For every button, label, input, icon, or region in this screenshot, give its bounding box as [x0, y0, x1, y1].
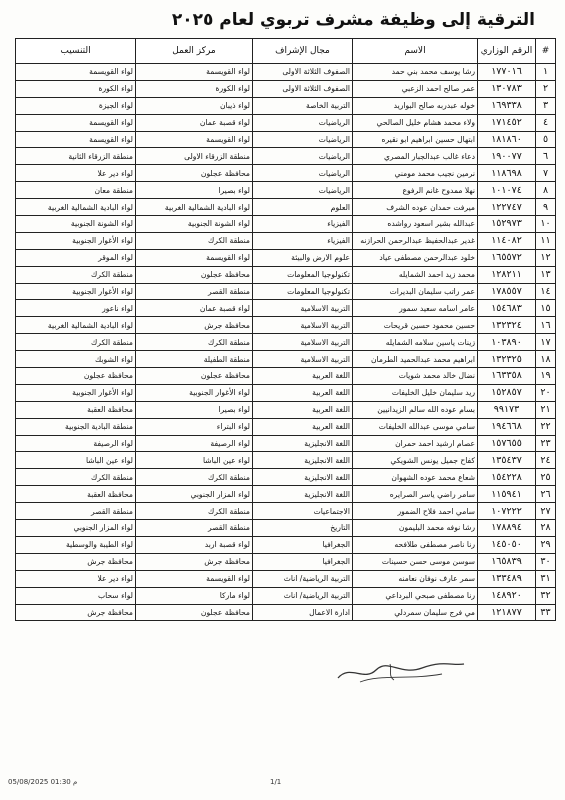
table-row [16, 266, 556, 283]
cell-supervision-field: اللغة الانجليزية [253, 435, 353, 452]
col-header-assignment: التنسيب [16, 39, 136, 64]
cell-supervision-field: اللغة العربية [253, 418, 353, 435]
cell-index: ٢١ [536, 401, 556, 418]
cell-supervision-field: التربية الرياضية/ اناث [253, 587, 353, 604]
cell-index: ٢٧ [536, 503, 556, 520]
cell-work-center: لواء بصيرا [136, 401, 253, 418]
cell-name: عصام ارشيد احمد حمران [353, 435, 478, 452]
cell-ministry-number: ٩٩١٧٣ [478, 401, 536, 418]
table-row [16, 80, 556, 97]
cell-supervision-field: الصفوف الثلاثة الاولى [253, 64, 353, 81]
table-row [16, 520, 556, 537]
cell-ministry-number: ١٣٥٤٣٧ [478, 452, 536, 469]
cell-work-center: لواء الشونة الجنوبية [136, 216, 253, 233]
cell-supervision-field: اللغة العربية [253, 384, 353, 401]
cell-ministry-number: ١١٤٠٨٢ [478, 232, 536, 249]
cell-supervision-field: ادارة الاعمال [253, 604, 353, 621]
cell-supervision-field: التاريخ [253, 520, 353, 537]
table-row [16, 131, 556, 148]
cell-index: ٢٩ [536, 536, 556, 553]
cell-work-center: منطقة الكرك [136, 232, 253, 249]
cell-ministry-number: ١٥٢٩٧٣ [478, 216, 536, 233]
cell-index: ٣٣ [536, 604, 556, 621]
cell-work-center: محافظة جرش [136, 553, 253, 570]
cell-supervision-field: اللغة العربية [253, 401, 353, 418]
table-row [16, 368, 556, 385]
cell-name: زينات ياسين سلامه الشمايله [353, 334, 478, 351]
table-row [16, 232, 556, 249]
cell-ministry-number: ١٤٥٠٥٠ [478, 536, 536, 553]
cell-assignment: لواء الأغوار الجنوبية [16, 384, 136, 401]
print-datetime: 05/08/2025 م 01:30 [8, 778, 78, 786]
col-header-work-center: مركز العمل [136, 39, 253, 64]
cell-ministry-number: ١٥٤٦٨٣ [478, 300, 536, 317]
table-row [16, 604, 556, 621]
cell-assignment: لواء الشوبك [16, 351, 136, 368]
cell-supervision-field: تكنولوجيا المعلومات [253, 283, 353, 300]
cell-supervision-field: الاجتماعيات [253, 503, 353, 520]
cell-supervision-field: تكنولوجيا المعلومات [253, 266, 353, 283]
cell-name: سوسن موسى حسن حسينات [353, 553, 478, 570]
cell-assignment: لواء الطيبة والوسطية [16, 536, 136, 553]
table-row [16, 182, 556, 199]
col-header-supervision-field: مجال الإشراف [253, 39, 353, 64]
cell-index: ٢ [536, 80, 556, 97]
table-row [16, 384, 556, 401]
cell-supervision-field: الجغرافيا [253, 553, 353, 570]
cell-name: رشا يوسف محمد بني حمد [353, 64, 478, 81]
cell-index: ٣٢ [536, 587, 556, 604]
cell-assignment: لواء سحاب [16, 587, 136, 604]
cell-work-center: لواء الكورة [136, 80, 253, 97]
cell-assignment: لواء القويسمة [16, 131, 136, 148]
cell-index: ٢٦ [536, 486, 556, 503]
cell-index: ١٦ [536, 317, 556, 334]
cell-work-center: منطقة الزرقاء الاولى [136, 148, 253, 165]
cell-supervision-field: الرياضيات [253, 182, 353, 199]
cell-assignment: منطقة معان [16, 182, 136, 199]
cell-assignment: محافظة العقبة [16, 401, 136, 418]
cell-index: ١ [536, 64, 556, 81]
cell-ministry-number: ١٠١٠٧٤ [478, 182, 536, 199]
cell-ministry-number: ١٩٠٠٧٧ [478, 148, 536, 165]
cell-name: خوله عبدربه صالح البواريد [353, 97, 478, 114]
cell-ministry-number: ١٧١٤٥٢ [478, 114, 536, 131]
cell-assignment: محافظة جرش [16, 553, 136, 570]
cell-work-center: منطقة الطفيلة [136, 351, 253, 368]
cell-name: حسين محمود حسين قريحات [353, 317, 478, 334]
cell-assignment: محافظة العقبة [16, 486, 136, 503]
cell-supervision-field: العلوم [253, 199, 353, 216]
cell-name: رشا نوفه محمد البليمون [353, 520, 478, 537]
cell-work-center: لواء البتراء [136, 418, 253, 435]
cell-name: نهلا ممدوح غانم الرفوع [353, 182, 478, 199]
table-row [16, 536, 556, 553]
cell-index: ٣ [536, 97, 556, 114]
cell-index: ٢٠ [536, 384, 556, 401]
cell-assignment: لواء المزار الجنوبي [16, 520, 136, 537]
cell-supervision-field: اللغة العربية [253, 368, 353, 385]
table-row [16, 114, 556, 131]
cell-assignment: منطقة الكرك [16, 469, 136, 486]
cell-work-center: منطقة الكرك [136, 503, 253, 520]
cell-index: ٢٢ [536, 418, 556, 435]
cell-ministry-number: ١٢٢٧٤٧ [478, 199, 536, 216]
cell-work-center: لواء قصبة اربد [136, 536, 253, 553]
cell-ministry-number: ١٦٣٣٥٨ [478, 368, 536, 385]
cell-index: ١٧ [536, 334, 556, 351]
cell-name: عمر صالح احمد الزعبي [353, 80, 478, 97]
cell-name: ابتهال حسين ابراهيم ابو نقيره [353, 131, 478, 148]
cell-name: عامر اسامه سعيد سمور [353, 300, 478, 317]
cell-supervision-field: الرياضيات [253, 131, 353, 148]
cell-assignment: محافظة جرش [16, 604, 136, 621]
cell-supervision-field: الفيزياء [253, 216, 353, 233]
cell-supervision-field: التربية الرياضية/ اناث [253, 570, 353, 587]
cell-name: مي فرج سليمان سمردلي [353, 604, 478, 621]
cell-assignment: لواء دير علا [16, 165, 136, 182]
table-row [16, 317, 556, 334]
table-row [16, 401, 556, 418]
cell-assignment: لواء الجيزة [16, 97, 136, 114]
cell-index: ١٤ [536, 283, 556, 300]
cell-assignment: لواء الأغوار الجنوبية [16, 232, 136, 249]
cell-supervision-field: الصفوف الثلاثة الاولى [253, 80, 353, 97]
table-row [16, 300, 556, 317]
table-row [16, 486, 556, 503]
table-row [16, 199, 556, 216]
cell-ministry-number: ١٦٥٥٧٢ [478, 249, 536, 266]
table-row [16, 334, 556, 351]
page-number: 1/1 [270, 778, 282, 786]
cell-ministry-number: ١١٨٦٩٨ [478, 165, 536, 182]
table-row [16, 165, 556, 182]
cell-ministry-number: ١٦٥٨٣٩ [478, 553, 536, 570]
cell-name: عبدالله بشير اسعود رواشده [353, 216, 478, 233]
cell-name: غدير عبدالحفيظ عبدالرحمن الحرازنه [353, 232, 478, 249]
table-row [16, 452, 556, 469]
table-row [16, 418, 556, 435]
cell-assignment: منطقة الزرقاء الثانية [16, 148, 136, 165]
table-row [16, 148, 556, 165]
cell-index: ١٩ [536, 368, 556, 385]
cell-work-center: منطقة القصر [136, 283, 253, 300]
cell-ministry-number: ١٨١٨٦٠ [478, 131, 536, 148]
cell-work-center: لواء ماركا [136, 587, 253, 604]
cell-supervision-field: اللغة الانجليزية [253, 486, 353, 503]
cell-name: نرمين نجيب محمد مومني [353, 165, 478, 182]
cell-assignment: لواء الكورة [16, 80, 136, 97]
cell-ministry-number: ١٥٢٨٥٧ [478, 384, 536, 401]
cell-assignment: لواء الأغوار الجنوبية [16, 283, 136, 300]
cell-name: دعاء غالب عبدالجبار المصري [353, 148, 478, 165]
cell-assignment: لواء البادية الشمالية الغربية [16, 317, 136, 334]
table-row [16, 553, 556, 570]
col-header-index: # [536, 39, 556, 64]
cell-work-center: منطقة الكرك [136, 334, 253, 351]
cell-assignment: منطقة الكرك [16, 334, 136, 351]
cell-supervision-field: اللغة الانجليزية [253, 452, 353, 469]
cell-work-center: محافظة عجلون [136, 368, 253, 385]
cell-index: ٣٠ [536, 553, 556, 570]
cell-assignment: لواء القويسمة [16, 64, 136, 81]
cell-work-center: لواء القويسمة [136, 570, 253, 587]
cell-name: بسام عوده الله سالم الزيدانيين [353, 401, 478, 418]
table-row [16, 469, 556, 486]
cell-work-center: لواء القويسمة [136, 131, 253, 148]
cell-assignment: لواء البادية الشمالية الغربية [16, 199, 136, 216]
cell-index: ١٨ [536, 351, 556, 368]
cell-name: محمد زيد احمد الشمايله [353, 266, 478, 283]
cell-index: ٧ [536, 165, 556, 182]
cell-name: سمر عارف نوفان نعامنه [353, 570, 478, 587]
cell-work-center: محافظة عجلون [136, 604, 253, 621]
cell-name: نضال خالد محمد شويات [353, 368, 478, 385]
cell-supervision-field: الرياضيات [253, 114, 353, 131]
cell-assignment: لواء الرصيفة [16, 435, 136, 452]
cell-name: سامر راضي ياسر الصرايره [353, 486, 478, 503]
cell-name: ابراهيم محمد عبدالحميد الطرمان [353, 351, 478, 368]
cell-supervision-field: التربية الاسلامية [253, 351, 353, 368]
cell-ministry-number: ١٠٧٢٢٢ [478, 503, 536, 520]
cell-index: ١٥ [536, 300, 556, 317]
cell-index: ٢٥ [536, 469, 556, 486]
cell-index: ٢٨ [536, 520, 556, 537]
cell-work-center: لواء القويسمة [136, 64, 253, 81]
cell-assignment: لواء الشونة الجنوبية [16, 216, 136, 233]
cell-supervision-field: الجغرافيا [253, 536, 353, 553]
cell-index: ٩ [536, 199, 556, 216]
cell-ministry-number: ١٢١٨٧٧ [478, 604, 536, 621]
cell-ministry-number: ١٠٣٨٩٠ [478, 334, 536, 351]
cell-work-center: لواء الأغوار الجنوبية [136, 384, 253, 401]
cell-index: ٣١ [536, 570, 556, 587]
cell-index: ١٢ [536, 249, 556, 266]
table-row [16, 351, 556, 368]
cell-supervision-field: الفيزياء [253, 232, 353, 249]
cell-assignment: منطقة القصر [16, 503, 136, 520]
cell-work-center: منطقة القصر [136, 520, 253, 537]
cell-name: شعاع محمد عوده الشهوان [353, 469, 478, 486]
cell-work-center: محافظة عجلون [136, 266, 253, 283]
cell-ministry-number: ١٧٨٨٩٤ [478, 520, 536, 537]
cell-index: ١٣ [536, 266, 556, 283]
cell-supervision-field: اللغة الانجليزية [253, 469, 353, 486]
cell-name: ميرفت حمدان عوده الشرف [353, 199, 478, 216]
cell-assignment: لواء الموقر [16, 249, 136, 266]
cell-supervision-field: التربية الاسلامية [253, 317, 353, 334]
cell-ministry-number: ١٥٧٦٥٥ [478, 435, 536, 452]
cell-name: عمر راتب سليمان البديرات [353, 283, 478, 300]
document-title: الترقية إلى وظيفة مشرف تربوي لعام ٢٠٢٥ [171, 10, 535, 30]
cell-index: ١٠ [536, 216, 556, 233]
cell-work-center: لواء ذيبان [136, 97, 253, 114]
cell-index: ٨ [536, 182, 556, 199]
cell-ministry-number: ١٣٢٣٢٥ [478, 351, 536, 368]
cell-name: كفاح جميل يونس الشويكي [353, 452, 478, 469]
cell-supervision-field: علوم الارض والبيئة [253, 249, 353, 266]
cell-ministry-number: ١٣٠٧٨٣ [478, 80, 536, 97]
cell-index: ٢٤ [536, 452, 556, 469]
cell-name: سامي موسى عبدالله الخليفات [353, 418, 478, 435]
table-row [16, 283, 556, 300]
cell-assignment: منطقة الكرك [16, 266, 136, 283]
cell-work-center: لواء بصيرا [136, 182, 253, 199]
cell-supervision-field: التربية الاسلامية [253, 334, 353, 351]
cell-work-center: لواء قصبة عمان [136, 300, 253, 317]
cell-work-center: لواء عين الباشا [136, 452, 253, 469]
cell-work-center: لواء القويسمة [136, 249, 253, 266]
table-row [16, 64, 556, 81]
cell-ministry-number: ١١٥٩٤١ [478, 486, 536, 503]
cell-index: ٥ [536, 131, 556, 148]
cell-ministry-number: ١٩٤٦٦٨ [478, 418, 536, 435]
cell-index: ١١ [536, 232, 556, 249]
cell-ministry-number: ١٢٨٢١١ [478, 266, 536, 283]
cell-supervision-field: الرياضيات [253, 148, 353, 165]
cell-assignment: لواء عين الباشا [16, 452, 136, 469]
cell-name: ريد سليمان خليل الخليفات [353, 384, 478, 401]
table-header-row [16, 39, 556, 64]
cell-supervision-field: التربية الخاصة [253, 97, 353, 114]
table-row [16, 97, 556, 114]
cell-name: ولاء محمد هشام خليل الصالحي [353, 114, 478, 131]
cell-ministry-number: ١٣٢٣٢٤ [478, 317, 536, 334]
cell-work-center: لواء البادية الشمالية الغربية [136, 199, 253, 216]
cell-ministry-number: ١٦٩٣٣٨ [478, 97, 536, 114]
cell-name: رنا ناصر مصطفى طلافحه [353, 536, 478, 553]
cell-assignment: لواء ناعور [16, 300, 136, 317]
cell-work-center: منطقة الكرك [136, 469, 253, 486]
cell-assignment: محافظة عجلون [16, 368, 136, 385]
table-row [16, 216, 556, 233]
cell-name: خلود عبدالرحمن مصطفى عياد [353, 249, 478, 266]
cell-assignment: منطقة البادية الجنوبية [16, 418, 136, 435]
cell-index: ٤ [536, 114, 556, 131]
table-row [16, 249, 556, 266]
cell-work-center: لواء المزار الجنوبي [136, 486, 253, 503]
table-row [16, 503, 556, 520]
col-header-ministry-number: الرقم الوزاري [478, 39, 536, 64]
cell-ministry-number: ١٤٨٩٢٠ [478, 587, 536, 604]
cell-ministry-number: ١٧٨٥٥٧ [478, 283, 536, 300]
cell-assignment: لواء دير علا [16, 570, 136, 587]
cell-ministry-number: ١٥٤٢٢٨ [478, 469, 536, 486]
table-row [16, 570, 556, 587]
promotion-table [15, 38, 556, 621]
cell-supervision-field: الرياضيات [253, 165, 353, 182]
cell-name: سامي احمد فلاح الضمور [353, 503, 478, 520]
cell-work-center: محافظة عجلون [136, 165, 253, 182]
col-header-name: الاسم [353, 39, 478, 64]
cell-assignment: لواء القويسمة [16, 114, 136, 131]
table-row [16, 587, 556, 604]
cell-name: رنا مصطفى صبحي البرداعي [353, 587, 478, 604]
table-row [16, 435, 556, 452]
cell-index: ٢٣ [536, 435, 556, 452]
cell-ministry-number: ١٣٣٤٨٩ [478, 570, 536, 587]
cell-work-center: لواء الرصيفة [136, 435, 253, 452]
cell-supervision-field: التربية الاسلامية [253, 300, 353, 317]
cell-ministry-number: ١٧٧٠١٦ [478, 64, 536, 81]
cell-work-center: لواء قصبة عمان [136, 114, 253, 131]
cell-work-center: محافظة جرش [136, 317, 253, 334]
cell-index: ٦ [536, 148, 556, 165]
signature [330, 656, 470, 688]
